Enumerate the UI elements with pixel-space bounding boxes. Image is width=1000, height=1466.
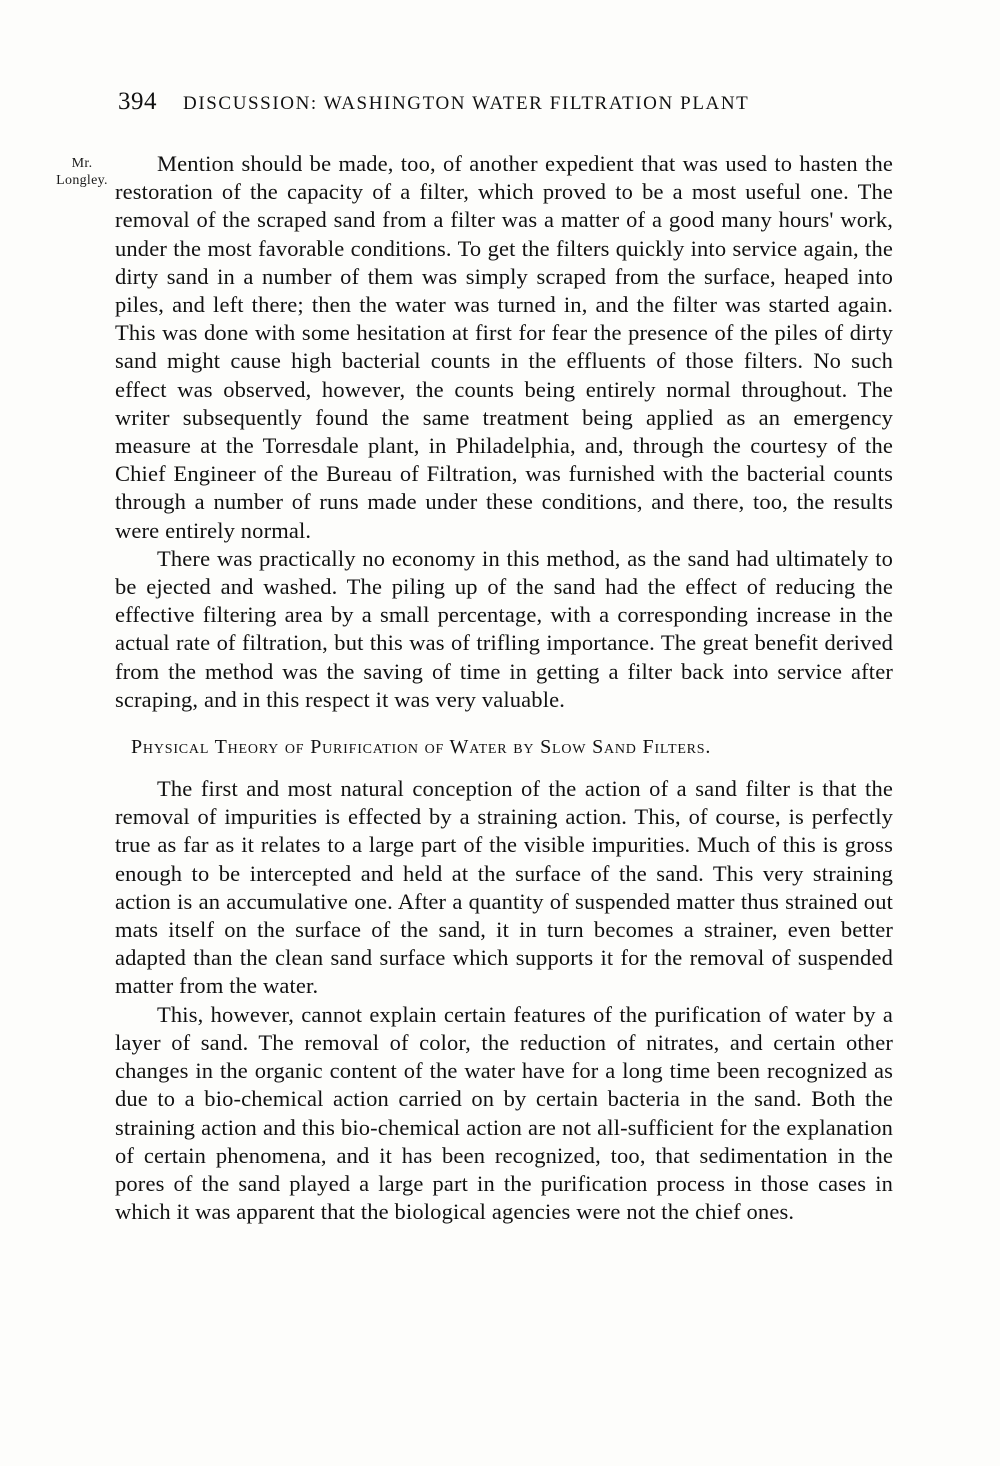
paragraph: This, however, cannot explain certain features of the purification of water by a layer of sand. The removal of color, the reduction of nitrates, and certain other changes in the organic content of the water have for a long time been recognized as due to a bio-chemical action carried on by certain bacteria in the sand. Both the straining action and this bio-chemical action are not all-sufficient for the explanation of certain phenomena, and it has been recognized, too, that sedimentation in the pores of the sand played a large part in the purification process in those cases in which it was apparent that the biological agencies were not the chief ones. <box>115 1001 893 1225</box>
margin-note-line-1: Mr. <box>71 156 93 171</box>
section-heading: Physical Theory of Purification of Water by Slow Sand Filters. <box>131 736 712 759</box>
margin-speaker-note <box>46 155 118 189</box>
paragraph: The first and most natural conception of the action of a sand filter is that the removal of impurities is effected by a straining action. This, of course, is perfectly true as far as it relates to a large part of the visible impurities. Much of this is gross enough to be intercepted and held at the surface of the sand. This very straining action is an accumulative one. After a quantity of suspended matter thus strained out mats itself on the surface of the sand, it in turn becomes a strainer, even better adapted than the clean sand surface which supports it for the removal of suspended matter from the water. <box>115 776 893 999</box>
page-number: 394 <box>118 88 157 115</box>
page-header <box>118 88 888 116</box>
paragraph: There was practically no economy in this method, as the sand had ultimately to be ejected and washed. The piling up of the sand had the effect of reducing the effective filtering area by a small percentage, with a corresponding increase in the actual rate of filtration, but this was of trifling importance. The great benefit derived from the method was the saving of time in getting a filter back into service after scraping, and in this respect it was very valuable. <box>115 545 893 712</box>
body-text-column <box>115 150 893 1226</box>
running-title: DISCUSSION: WASHINGTON WATER FILTRATION PLANT <box>183 93 750 114</box>
paragraph: Mention should be made, too, of another expedient that was used to hasten the restoration of the capacity of a filter, which proved to be a most useful one. The removal of the scraped sand from a filter was a matter of a good many hours' work, under the most favorable conditions. To get the filters quickly into service again, the dirty sand in a number of them was simply scraped from the surface, heaped into piles, and left there; then the water was turned in, and the filter was started again. This was done with some hesitation at first for fear the presence of the piles of dirty sand might cause high bacterial counts in the effluents of those filters. No such effect was observed, however, the counts being entirely normal throughout. The writer subsequently found the same treatment being applied as an emergency measure at the Torresdale plant, in Philadelphia, and, through the courtesy of the Chief Engineer of the Bureau of Filtration, was furnished with the bacterial counts through a number of runs made under these conditions, and there, too, the results were entirely normal. <box>115 151 893 543</box>
margin-note-line-2: Longley. <box>56 173 108 189</box>
